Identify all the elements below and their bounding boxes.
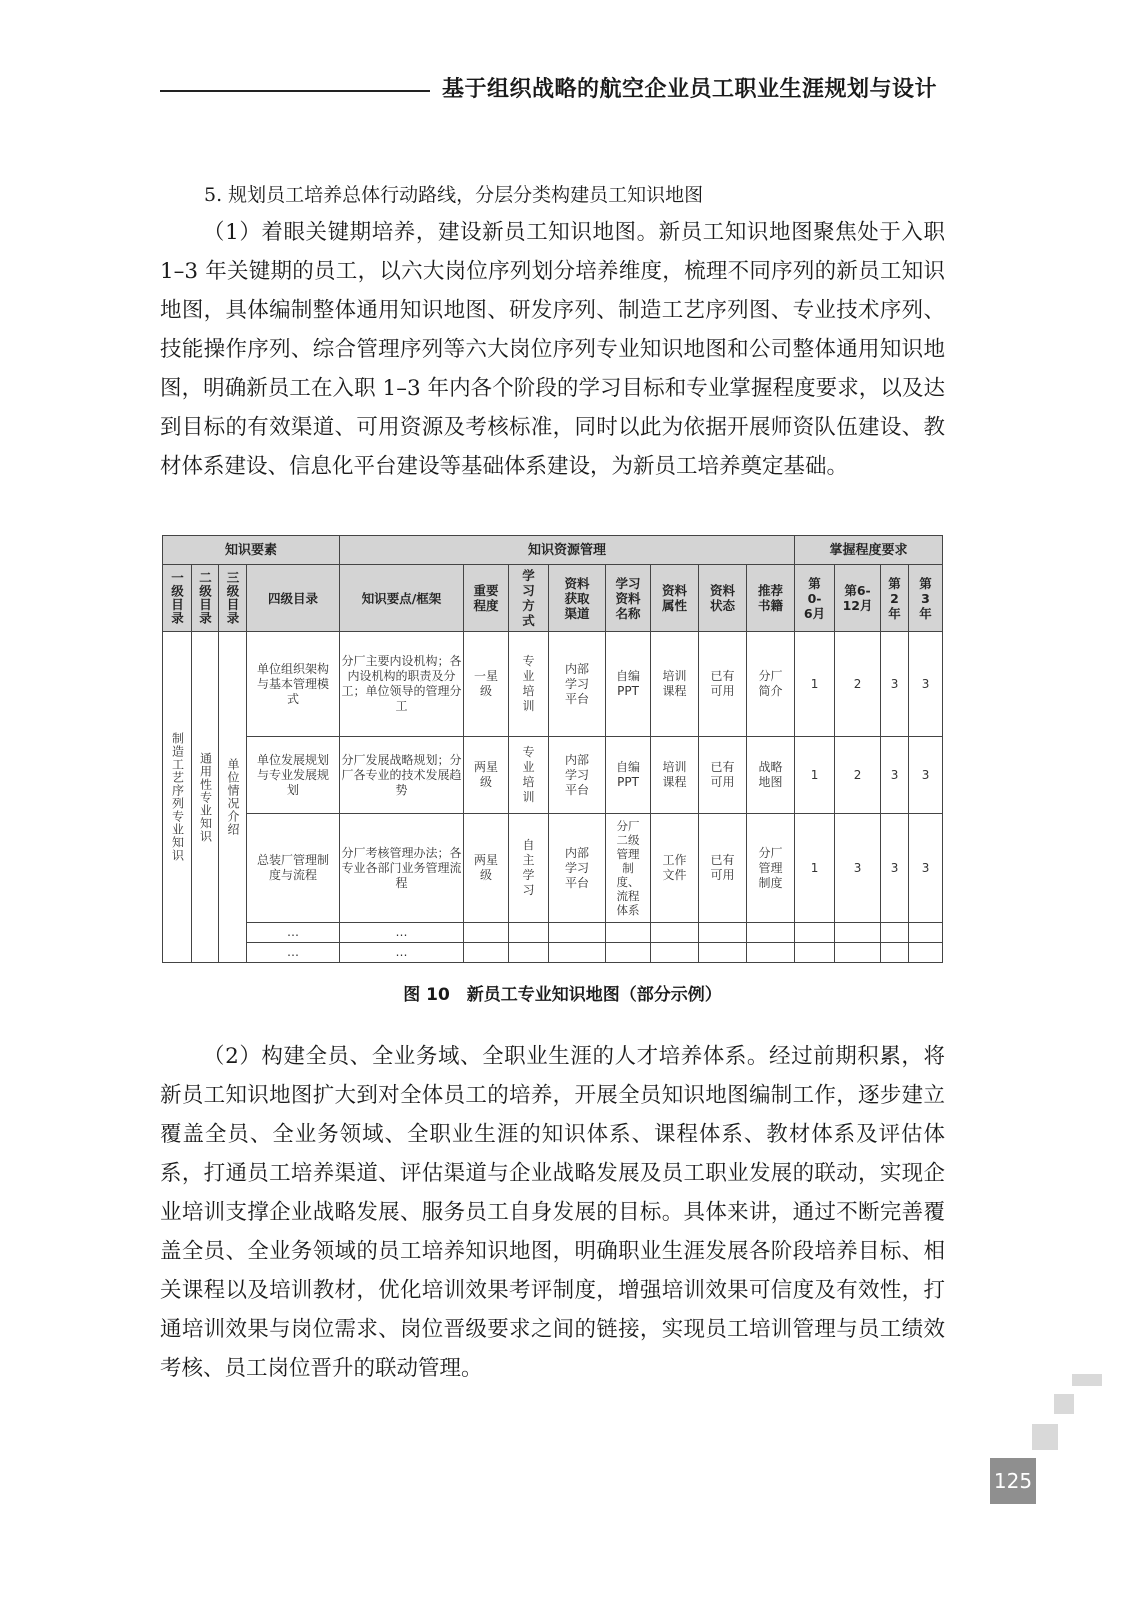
cell-attribute: 工作文件 bbox=[651, 814, 699, 923]
cell-importance: 一星级 bbox=[464, 632, 509, 737]
paragraph-2: （2）构建全员、全业务域、全职业生涯的人才培养体系。经过前期积累，将新员工知识地图扩大到对全体员工的培养，开展全员知识地图编制工作，逐步建立覆盖全员、全业务领域、全职业生涯的知识体系、课程体系、教材体系及评估体系，打通员工培养渠道、评估渠道与企业战略发展及员工职业发展的联动，实现企业培训支撑企业战略发展、服务员工自身发展的目标。具体来讲，通过不断完善覆盖全员、全业务领域的员工培养知识地图，明确职业生涯发展各阶段培养目标、相关课程以及培训教材，优化培训效果考评制度，增强培训效果可信度及有效性，打通培训效果与岗位需求、岗位晋级要求之间的链接，实现员工培训管理与员工绩效考核、员工岗位晋升的联动管理。 bbox=[160, 1044, 945, 1381]
cell-books: 战略地图 bbox=[747, 737, 795, 814]
decorative-square bbox=[1054, 1394, 1074, 1414]
cell-channel: 内部学习平台 bbox=[549, 632, 606, 737]
cell-m2: 3 bbox=[835, 814, 881, 923]
cell-status: 已有可用 bbox=[699, 632, 747, 737]
col-level1: 一级目录 bbox=[163, 565, 192, 632]
cell-m2: 2 bbox=[835, 632, 881, 737]
decorative-square bbox=[1032, 1424, 1058, 1450]
col-level2: 二级目录 bbox=[192, 565, 219, 632]
table-row-ellipsis bbox=[163, 943, 943, 963]
cell-points: 分厂主要内设机构；各内设机构的职责及分工；单位领导的管理分工 bbox=[340, 632, 464, 737]
col-method: 学习方式 bbox=[509, 565, 549, 632]
cell-material: 自编PPT bbox=[606, 737, 651, 814]
cell-m2: 2 bbox=[835, 737, 881, 814]
col-channel: 资料获取渠道 bbox=[549, 565, 606, 632]
col-attribute: 资料属性 bbox=[651, 565, 699, 632]
cell-m1: 1 bbox=[795, 632, 835, 737]
cell-attribute: 培训课程 bbox=[651, 632, 699, 737]
cell-status: 已有可用 bbox=[699, 814, 747, 923]
cell-y2: 3 bbox=[881, 632, 909, 737]
merged-level2: 通用性专业知识 bbox=[192, 632, 219, 963]
cell-importance: 两星级 bbox=[464, 737, 509, 814]
col-level4: 四级目录 bbox=[247, 565, 340, 632]
merged-level1: 制造工艺序列专业知识 bbox=[163, 632, 192, 963]
cell-y2: 3 bbox=[881, 814, 909, 923]
cell-y3: 3 bbox=[909, 632, 943, 737]
cell-y3: 3 bbox=[909, 814, 943, 923]
cell-method: 专业培训 bbox=[509, 632, 549, 737]
cell-status: 已有可用 bbox=[699, 737, 747, 814]
page-number: 125 bbox=[990, 1458, 1036, 1504]
cell-method: 自主学习 bbox=[509, 814, 549, 923]
merged-level3: 单位情况介绍 bbox=[219, 632, 247, 963]
cell-level4: 单位发展规划与专业发展规划 bbox=[247, 737, 340, 814]
col-m2: 第6-12月 bbox=[835, 565, 881, 632]
cell-attribute: 培训课程 bbox=[651, 737, 699, 814]
section-heading: 5. 规划员工培养总体行动路线，分层分类构建员工知识地图 bbox=[204, 184, 704, 206]
cell-points: 分厂发展战略规划；分厂各专业的技术发展趋势 bbox=[340, 737, 464, 814]
col-y3: 第3年 bbox=[909, 565, 943, 632]
table-row-ellipsis bbox=[163, 923, 943, 943]
cell-m1: 1 bbox=[795, 814, 835, 923]
cell-ellipsis: … bbox=[247, 943, 340, 963]
col-level3: 三级目录 bbox=[219, 565, 247, 632]
cell-channel: 内部学习平台 bbox=[549, 737, 606, 814]
col-importance: 重要程度 bbox=[464, 565, 509, 632]
cell-books: 分厂简介 bbox=[747, 632, 795, 737]
decorative-square bbox=[1072, 1374, 1102, 1386]
table-row bbox=[163, 632, 943, 737]
figure-caption: 图 10 新员工专业知识地图（部分示例） bbox=[403, 985, 722, 1005]
col-points: 知识要点/框架 bbox=[340, 565, 464, 632]
cell-ellipsis: … bbox=[340, 923, 464, 943]
cell-level4: 总装厂管理制度与流程 bbox=[247, 814, 340, 923]
cell-channel: 内部学习平台 bbox=[549, 814, 606, 923]
cell-ellipsis: … bbox=[247, 923, 340, 943]
table-row bbox=[163, 814, 943, 923]
cell-points: 分厂考核管理办法；各专业各部门业务管理流程 bbox=[340, 814, 464, 923]
group-header-resource-management: 知识资源管理 bbox=[340, 536, 795, 565]
cell-m1: 1 bbox=[795, 737, 835, 814]
paragraph-1: （1）着眼关键期培养，建设新员工知识地图。新员工知识地图聚焦处于入职 1–3 年关键期的员工，以六大岗位序列划分培养维度，梳理不同序列的新员工知识地图，具体编制整体通用知识地图、研发序列、制造工艺序列图、专业技术序列、技能操作序列、综合管理序列等六大岗位序列专业知识地图和公司整体通用知识地图，明确新员工在入职 1–3 年内各个阶段的学习目标和专业掌握程度要求，以及达到目标的有效渠道、可用资源及考核标准，同时以此为依据开展师资队伍建设、教材体系建设、信息化平台建设等基础体系建设，为新员工培养奠定基础。 bbox=[160, 220, 945, 479]
cell-method: 专业培训 bbox=[509, 737, 549, 814]
cell-y2: 3 bbox=[881, 737, 909, 814]
knowledge-map-table bbox=[162, 535, 943, 963]
col-material: 学习资料名称 bbox=[606, 565, 651, 632]
col-status: 资料状态 bbox=[699, 565, 747, 632]
group-header-mastery: 掌握程度要求 bbox=[795, 536, 943, 565]
col-m1: 第0-6月 bbox=[795, 565, 835, 632]
running-header-title: 基于组织战略的航空企业员工职业生涯规划与设计 bbox=[442, 77, 938, 102]
cell-y3: 3 bbox=[909, 737, 943, 814]
group-header-knowledge-elements: 知识要素 bbox=[163, 536, 340, 565]
header-rule bbox=[160, 90, 430, 92]
cell-ellipsis: … bbox=[340, 943, 464, 963]
col-y2: 第2年 bbox=[881, 565, 909, 632]
cell-material: 分厂二级管理制度、流程体系 bbox=[606, 814, 651, 923]
table-row bbox=[163, 737, 943, 814]
col-books: 推荐书籍 bbox=[747, 565, 795, 632]
knowledge-map-table-container bbox=[162, 535, 942, 963]
cell-level4: 单位组织架构与基本管理模式 bbox=[247, 632, 340, 737]
cell-importance: 两星级 bbox=[464, 814, 509, 923]
cell-books: 分厂管理制度 bbox=[747, 814, 795, 923]
cell-material: 自编PPT bbox=[606, 632, 651, 737]
